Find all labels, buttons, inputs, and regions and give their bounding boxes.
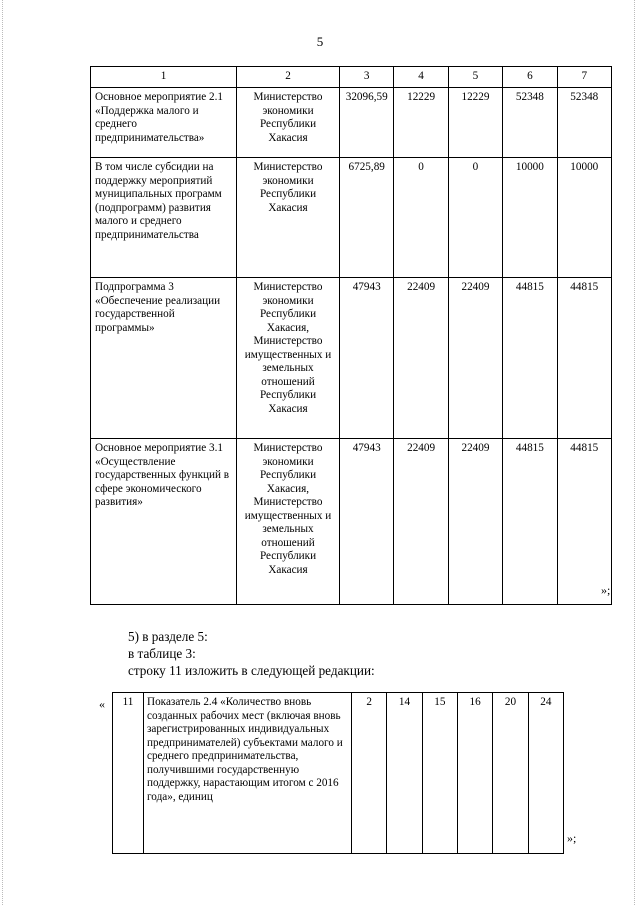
closing-quote-mark: »; (567, 831, 577, 845)
table-header-row (91, 67, 612, 88)
value-cell: 32096,59 (340, 88, 394, 158)
closing-quote-mark: »; (601, 583, 611, 597)
value-cell: 44815 (503, 278, 557, 439)
value-cell: 44815 (557, 439, 611, 605)
main-table (90, 66, 612, 605)
header-cell: 4 (394, 67, 448, 88)
value-cell: 16 (457, 693, 492, 854)
row-number: 11 (113, 693, 144, 854)
value-cell: 47943 (340, 278, 394, 439)
page-number: 5 (316, 34, 324, 49)
value-cell: 10000 (503, 158, 557, 278)
value-cell: 2 (352, 693, 387, 854)
table-row (91, 278, 612, 439)
value-cell: 10000 (557, 158, 611, 278)
table-row (91, 439, 612, 605)
header-cell: 6 (503, 67, 557, 88)
row-name: Основное мероприятие 2.1 «Поддержка малого и среднего предпринимательства» (91, 88, 237, 158)
header-cell: 7 (557, 67, 611, 88)
value-cell: 22409 (448, 278, 502, 439)
indicator-description: Показатель 2.4 «Количество вновь созданных рабочих мест (включая вновь зарегистрированных индивидуальных предпринимателей) субъектами малого и среднего предпринимательства, получившими государственную поддержку, нарастающим итогом с 2016 года», единиц (144, 693, 352, 854)
value-cell: 22409 (394, 278, 448, 439)
table-row (91, 158, 612, 278)
row-name: В том числе субсидии на поддержку мероприятий муниципальных программ (подпрограмм) развития малого и среднего предпринимательства (91, 158, 237, 278)
value-cell: 44815 (503, 439, 557, 605)
row-responsible: Министерство экономики Республики Хакасия (237, 158, 340, 278)
instruction-line: 5) в разделе 5: (128, 629, 208, 644)
header-cell: 3 (340, 67, 394, 88)
table-row (91, 88, 612, 158)
header-cell: 5 (448, 67, 502, 88)
instruction-line: в таблице 3: (128, 646, 196, 661)
value-cell: 15 (422, 693, 457, 854)
instruction-line: строку 11 изложить в следующей редакции: (128, 663, 375, 678)
value-cell: 22409 (448, 439, 502, 605)
header-cell: 2 (237, 67, 340, 88)
row-name: Подпрограмма 3 «Обеспечение реализации государственной программы» (91, 278, 237, 439)
row11-table (112, 692, 564, 854)
table-row (113, 693, 564, 854)
value-cell: 14 (387, 693, 422, 854)
row-name: Основное мероприятие 3.1 «Осуществление государственных функций в сфере экономического развития» (91, 439, 237, 605)
value-cell: 20 (493, 693, 528, 854)
value-cell: 52348 (503, 88, 557, 158)
value-cell: 12229 (394, 88, 448, 158)
row-responsible: Министерство экономики Республики Хакасия, Министерство имущественных и земельных отношений Республики Хакасия (237, 278, 340, 439)
value-cell: 47943 (340, 439, 394, 605)
row-responsible: Министерство экономики Республики Хакасия (237, 88, 340, 158)
value-cell: 44815 (557, 278, 611, 439)
header-cell: 1 (91, 67, 237, 88)
row-responsible: Министерство экономики Республики Хакасия, Министерство имущественных и земельных отношений Республики Хакасия (237, 439, 340, 605)
right-margin-line (634, 0, 636, 905)
value-cell: 0 (448, 158, 502, 278)
value-cell: 6725,89 (340, 158, 394, 278)
left-margin-line (2, 0, 4, 905)
value-cell: 24 (528, 693, 563, 854)
opening-quote-mark: « (99, 697, 105, 711)
value-cell: 52348 (557, 88, 611, 158)
value-cell: 0 (394, 158, 448, 278)
value-cell: 22409 (394, 439, 448, 605)
value-cell: 12229 (448, 88, 502, 158)
